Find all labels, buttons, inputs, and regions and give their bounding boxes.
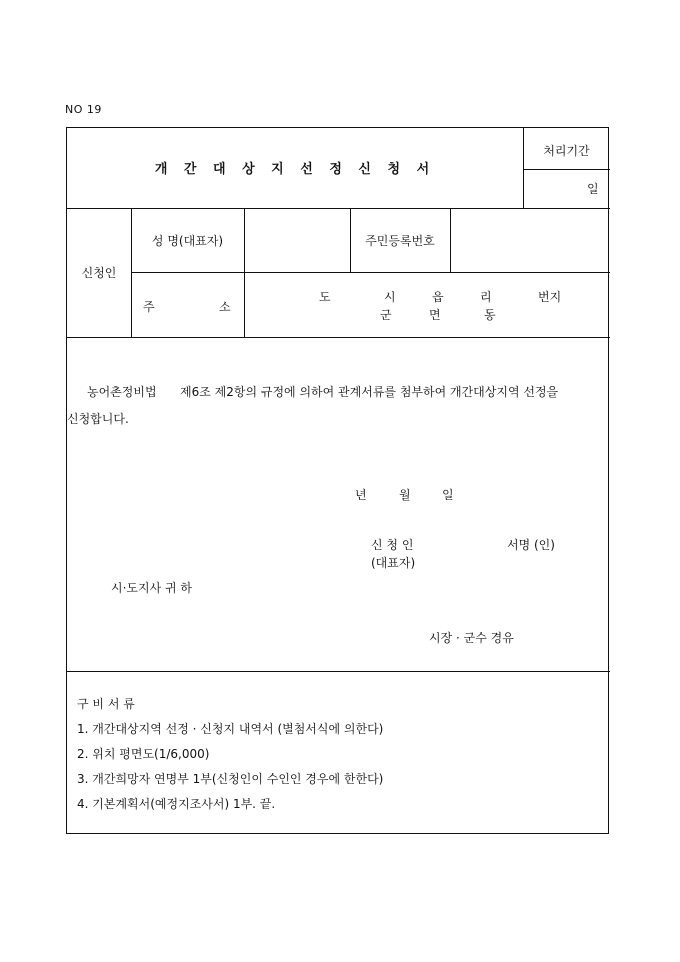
applicant-section-label: 신청인 (81, 266, 117, 280)
applicant-bottom-line (67, 337, 610, 338)
address-ri: 리 (480, 290, 492, 304)
resident-number-label: 주민등록번호 (365, 234, 435, 248)
address-label-2: 소 (219, 300, 231, 314)
document-item-1: 1. 개간대상지역 선정 · 신청지 내역서 (별첨서식에 의한다) (77, 722, 384, 736)
signature-label[interactable]: 서명 (인) (507, 538, 555, 552)
body-bottom-line (67, 671, 610, 672)
processing-unit: 일 (587, 182, 599, 196)
applicant-sign-label: 신 청 인 (371, 538, 414, 552)
address-bunji: 번지 (538, 290, 562, 304)
date-day: 일 (442, 488, 454, 502)
representative-label: (대표자) (371, 556, 416, 570)
document-item-2: 2. 위치 평면도(1/6,000) (77, 747, 210, 761)
name-value[interactable] (247, 232, 347, 252)
processing-divider (523, 169, 610, 170)
address-eup: 읍 (432, 290, 444, 304)
address-label-1: 주 (143, 300, 155, 314)
title-bottom-line (67, 208, 610, 209)
resident-label-line (450, 208, 451, 272)
address-do: 도 (319, 290, 331, 304)
document-item-4: 4. 기본계획서(예정지조사서) 1부. 끝. (77, 797, 276, 811)
date-month: 월 (399, 488, 411, 502)
name-row-bottom-line (131, 272, 610, 273)
resident-number-value[interactable] (453, 232, 603, 252)
address-si: 시 (384, 290, 396, 304)
application-form (66, 127, 609, 834)
documents-header: 구 비 서 류 (77, 697, 135, 711)
application-text-line-2: 신청합니다. (67, 412, 129, 426)
name-label: 성 명(대표자) (151, 234, 224, 248)
via-label: 시장 · 군수 경유 (429, 631, 514, 645)
document-item-3: 3. 개간희망자 연명부 1부(신청인이 수인인 경우에 한한다) (77, 772, 384, 786)
form-title: 개 간 대 상 지 선 정 신 청 서 (154, 162, 436, 177)
address-myeon: 면 (429, 308, 441, 322)
recipient: 시·도지사 귀 하 (111, 581, 192, 595)
date-year: 년 (355, 488, 367, 502)
title-divider (523, 128, 524, 208)
address-gun: 군 (380, 308, 392, 322)
application-text-line-1: 제6조 제2항의 규정에 의하여 관계서류를 첨부하여 개간대상지역 선정을 (180, 385, 559, 399)
address-dong: 동 (484, 308, 496, 322)
processing-period-label: 처리기간 (543, 144, 590, 158)
law-name: 농어촌정비법 (87, 385, 157, 399)
form-number: NO 19 (65, 103, 102, 116)
